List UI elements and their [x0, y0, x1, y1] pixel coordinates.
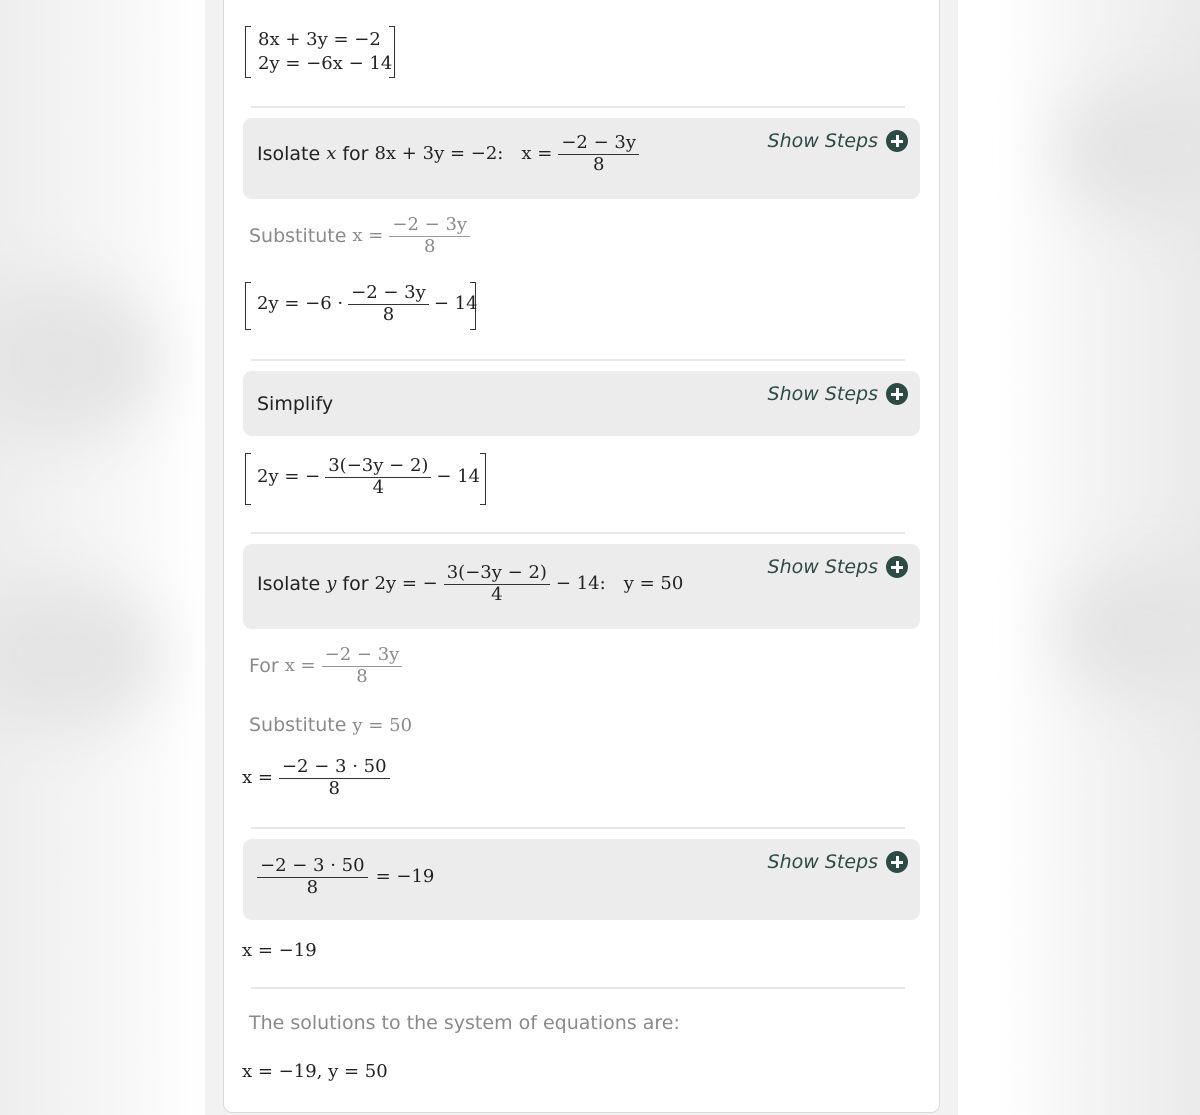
divider	[251, 106, 905, 108]
step-title: Isolate y for 2y = − $\frac{3(-3y - 2)}{4}$ − 14: y = 50	[257, 562, 684, 605]
show-steps-button[interactable]: Show Steps	[768, 130, 908, 152]
plus-circle-icon[interactable]	[886, 383, 908, 405]
background-blur	[1060, 80, 1200, 220]
step-title: Isolate x for 8x + 3y = −2: x = $\frac{-2 - 3y}{8}$	[257, 132, 639, 175]
background-blur	[0, 280, 160, 440]
equation-1: 8x + 3y = −2	[258, 29, 381, 50]
divider	[251, 827, 905, 829]
show-steps-button[interactable]: Show Steps	[768, 556, 908, 578]
divider	[251, 987, 905, 989]
x-substituted-expression: x = $\frac{-2 - 3 \cdot 50}{8}$	[242, 756, 390, 799]
step-box-isolate-x	[243, 118, 920, 199]
background-blur	[0, 580, 160, 730]
step-box-evaluate	[243, 839, 920, 920]
solutions-label: The solutions to the system of equations are:	[249, 1012, 680, 1034]
substitute-x-line: Substitute x = $\frac{-2 - 3y}{8}$	[249, 214, 470, 257]
divider	[251, 359, 905, 361]
x-result: x = −19	[242, 940, 317, 961]
show-steps-button[interactable]: Show Steps	[768, 851, 908, 873]
plus-circle-icon[interactable]	[886, 556, 908, 578]
equation-2: 2y = −6x − 14	[258, 53, 393, 74]
plus-circle-icon[interactable]	[886, 851, 908, 873]
solutions-value: x = −19, y = 50	[242, 1061, 388, 1082]
background-blur	[1060, 560, 1200, 700]
step-box-simplify	[243, 371, 920, 436]
for-x-line: For x = $\frac{-2 - 3y}{8}$	[249, 644, 402, 687]
step-title: Simplify	[257, 393, 334, 415]
step-title: $\frac{-2 - 3 \cdot 50}{8}$ = −19	[257, 855, 434, 898]
substitute-y-line: Substitute y = 50	[249, 714, 413, 736]
step-box-isolate-y	[243, 544, 920, 629]
show-steps-button[interactable]: Show Steps	[768, 383, 908, 405]
plus-circle-icon[interactable]	[886, 130, 908, 152]
divider	[251, 532, 905, 534]
